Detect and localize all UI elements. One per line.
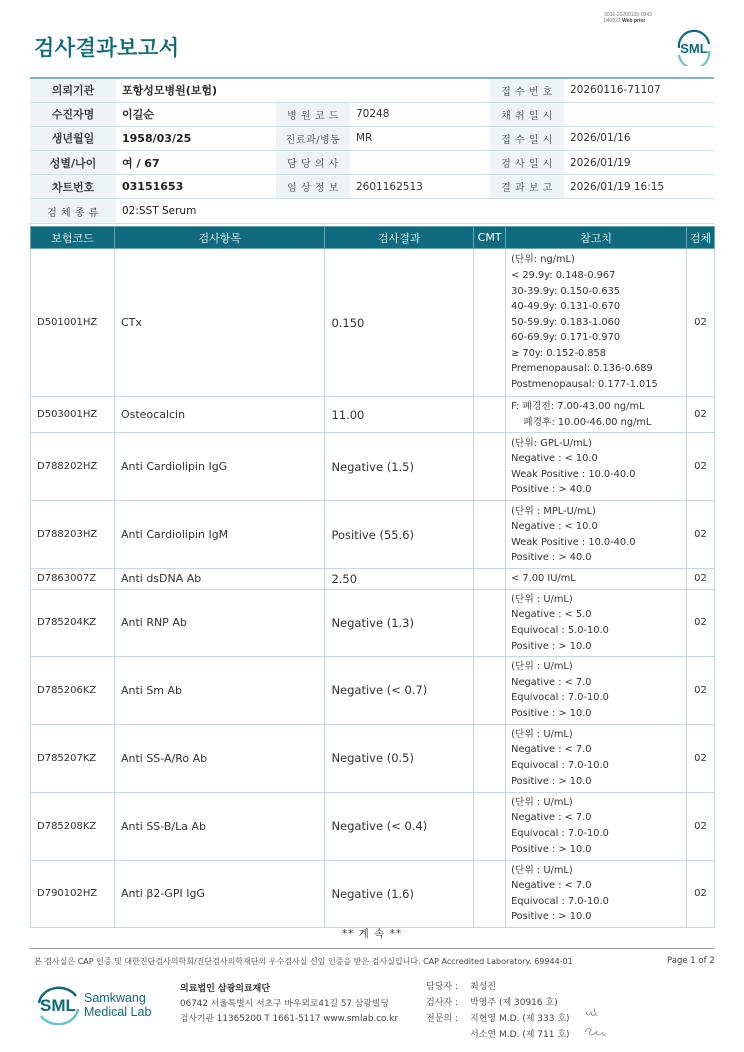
reference-line: 40-49.9y: 0.131-0.670 xyxy=(511,301,621,313)
reference-line: 폐경후: 10.00-46.00 ng/mL xyxy=(523,416,652,428)
test-item-cell: Anti β2-GPI IgG xyxy=(114,860,325,927)
reference-line: Positive : > 10.0 xyxy=(511,707,592,719)
test-result-cell: Negative (1.5) xyxy=(325,433,474,501)
reference-range-cell xyxy=(506,433,687,501)
staff-row: 검사자 : 박영주 (제 30916 호) xyxy=(426,998,558,1008)
reference-line: Premenopausal: 0.136-0.689 xyxy=(511,363,653,375)
referral-value: 포항성모병원(보험) xyxy=(116,78,490,102)
hospital-code-value: 70248 xyxy=(350,102,490,126)
reference-line: Equivocal : 7.0-10.0 xyxy=(511,692,609,704)
logo-text: SML xyxy=(40,996,76,1015)
col-header-item: 검사항목 xyxy=(114,227,325,249)
test-result-cell: 11.00 xyxy=(325,397,474,433)
document-code-line1: 3036-20260120-0843 xyxy=(604,12,652,18)
test-result-cell: 0.150 xyxy=(325,249,474,397)
reference-line: Positive : > 40.0 xyxy=(511,552,592,564)
test-item-cell: Anti SS-B/La Ab xyxy=(114,792,325,860)
insurance-code-cell: D788203HZ xyxy=(31,501,115,569)
reference-line: Negative : < 7.0 xyxy=(511,812,592,824)
accreditation-note: 본 검사실은 CAP 인증 및 대한진단검사의학회/진단검사의학재단의 우수검사실 신임 인증을 받은 검사실입니다. CAP Accredited Laboratory. 69944-01 xyxy=(34,957,573,966)
result-row xyxy=(31,589,715,656)
patient-name-label: 수진자명 xyxy=(30,102,116,126)
test-item-cell: Anti RNP Ab xyxy=(114,589,325,656)
test-item-cell: Anti Cardiolipin IgG xyxy=(114,433,325,501)
reference-line: Positive : > 10.0 xyxy=(511,911,592,923)
reference-line: F: 폐경전: 7.00-43.00 ng/mL xyxy=(511,401,645,412)
specimen-cell: 02 xyxy=(687,657,715,724)
insurance-code-cell: D790102HZ xyxy=(31,860,115,927)
reference-line: (단위 : U/mL) xyxy=(511,661,573,673)
reference-line: (단위 : U/mL) xyxy=(511,864,573,876)
specimen-cell: 02 xyxy=(687,433,715,501)
col-header-result: 검사결과 xyxy=(325,227,474,249)
clinical-info-value: 2601162513 xyxy=(350,175,490,199)
reference-line: 50-59.9y: 0.183-1.060 xyxy=(511,316,621,328)
insurance-code-cell: D785208KZ xyxy=(31,792,115,860)
result-row xyxy=(31,657,715,724)
test-date-value: 2026/01/19 xyxy=(564,151,714,175)
test-result-cell: Negative (< 0.7) xyxy=(325,657,474,724)
footer-logo xyxy=(36,983,166,1029)
test-item-cell: Anti Cardiolipin IgM xyxy=(114,501,325,569)
result-row xyxy=(31,724,715,792)
reference-line: Positive : > 10.0 xyxy=(511,775,592,787)
reference-range-cell xyxy=(506,792,687,860)
reference-line: Negative : < 7.0 xyxy=(511,744,592,756)
reference-range-cell xyxy=(506,589,687,656)
clinical-info-label: 임 상 정 보 xyxy=(276,175,350,199)
organization-name: 의료법인 삼광의료재단 xyxy=(180,984,271,994)
reference-line: Negative : < 10.0 xyxy=(511,521,598,533)
receipt-number-label: 접 수 번 호 xyxy=(490,78,564,102)
physician-label: 담 당 의 사 xyxy=(276,151,350,175)
reference-line: Negative : < 10.0 xyxy=(511,453,598,465)
patient-info-row xyxy=(30,126,714,150)
svg-text:SML: SML xyxy=(680,41,708,56)
reference-line: Equivocal : 7.0-10.0 xyxy=(511,828,609,840)
result-row xyxy=(31,433,715,501)
report-date-label: 결 과 보 고 xyxy=(490,175,564,199)
organization-address: 06742 서울특별시 서초구 바우뫼로41길 57 삼광빌딩 xyxy=(180,999,389,1009)
reference-line: Positive : > 40.0 xyxy=(511,484,592,496)
specimen-type-value: 02:SST Serum xyxy=(116,199,714,223)
comment-cell xyxy=(474,724,506,792)
staff-list xyxy=(426,979,570,1043)
comment-cell xyxy=(474,433,506,501)
receipt-date-value: 2026/01/16 xyxy=(564,126,714,150)
comment-cell xyxy=(474,657,506,724)
test-result-cell: Negative (< 0.4) xyxy=(325,792,474,860)
patient-info-row xyxy=(30,199,714,223)
insurance-code-cell: D7863007Z xyxy=(31,569,115,590)
result-row xyxy=(31,501,715,569)
receipt-date-label: 접 수 일 시 xyxy=(490,126,564,150)
reference-range-cell xyxy=(506,249,687,397)
handwritten-signature xyxy=(582,1004,612,1040)
reference-line: Weak Positive : 10.0-40.0 xyxy=(511,536,636,548)
comment-cell xyxy=(474,397,506,433)
reference-line: (단위: ng/mL) xyxy=(511,254,575,266)
specimen-cell: 02 xyxy=(687,724,715,792)
insurance-code-cell: D785206KZ xyxy=(31,657,115,724)
reference-line: Weak Positive : 10.0-40.0 xyxy=(511,468,636,480)
comment-cell xyxy=(474,501,506,569)
reference-range-cell xyxy=(506,501,687,569)
reference-line: (단위 : U/mL) xyxy=(511,796,573,808)
comment-cell xyxy=(474,569,506,590)
patient-info-row xyxy=(30,78,714,102)
comment-cell xyxy=(474,860,506,927)
col-header-ref: 참고치 xyxy=(506,227,687,249)
specimen-cell: 02 xyxy=(687,792,715,860)
hospital-code-label: 병 원 코 드 xyxy=(276,102,350,126)
reference-line: Equivocal : 5.0-10.0 xyxy=(511,624,609,636)
reference-line: Postmenopausal: 0.177-1.015 xyxy=(511,379,658,391)
insurance-code-cell: D503001HZ xyxy=(31,397,115,433)
report-date-value: 2026/01/19 16:15 xyxy=(564,175,714,199)
specimen-cell: 02 xyxy=(687,589,715,656)
test-item-cell: CTx xyxy=(114,249,325,397)
staff-row: 전문의 : 지현영 M.D. (제 333 호) xyxy=(426,1014,570,1024)
reference-range-cell xyxy=(506,657,687,724)
reference-range-cell xyxy=(506,397,687,433)
patient-info-row xyxy=(30,175,714,199)
reference-line: < 29.9y: 0.148-0.967 xyxy=(511,269,616,281)
staff-row: 담당자 : 최성진 xyxy=(426,982,497,992)
specimen-type-label: 검 체 종 류 xyxy=(30,199,116,223)
patient-info-row xyxy=(30,151,714,175)
specimen-cell: 02 xyxy=(687,569,715,590)
test-result-cell: Positive (55.6) xyxy=(325,501,474,569)
test-result-cell: Negative (1.6) xyxy=(325,860,474,927)
test-result-cell: Negative (1.3) xyxy=(325,589,474,656)
physician-value xyxy=(350,151,490,175)
patient-info-row xyxy=(30,102,714,126)
specimen-cell: 02 xyxy=(687,249,715,397)
reference-line: ≥ 70y: 0.152-0.858 xyxy=(511,347,607,359)
sex-age-value: 여 / 67 xyxy=(116,151,276,175)
brand-name-line2: Medical Lab xyxy=(84,1005,152,1019)
test-date-label: 검 사 일 시 xyxy=(490,151,564,175)
document-code xyxy=(604,12,652,24)
insurance-code-cell: D788202HZ xyxy=(31,433,115,501)
reference-line: Positive : > 10.0 xyxy=(511,640,592,652)
reference-line: Equivocal : 7.0-10.0 xyxy=(511,760,609,772)
referral-label: 의뢰기관 xyxy=(30,78,116,102)
staff-row: 서소연 M.D. (제 711 호) xyxy=(470,1030,570,1040)
patient-name-value: 이길순 xyxy=(116,102,276,126)
test-item-cell: Osteocalcin xyxy=(114,397,325,433)
test-item-cell: Anti dsDNA Ab xyxy=(114,569,325,590)
reference-line: < 7.00 IU/mL xyxy=(511,573,576,585)
specimen-cell: 02 xyxy=(687,860,715,927)
reference-line: Negative : < 7.0 xyxy=(511,676,592,688)
sml-brand-icon xyxy=(36,983,166,1025)
test-item-cell: Anti Sm Ab xyxy=(114,657,325,724)
department-value: MR xyxy=(350,126,490,150)
chart-number-value: 03151653 xyxy=(116,175,276,199)
specimen-cell: 02 xyxy=(687,397,715,433)
result-row xyxy=(31,792,715,860)
insurance-code-cell: D785207KZ xyxy=(31,724,115,792)
sml-logo-icon xyxy=(674,26,714,66)
page-title: 검사결과보고서 xyxy=(34,36,180,60)
reference-line: Negative : < 7.0 xyxy=(511,880,592,892)
sex-age-label: 성별/나이 xyxy=(30,151,116,175)
result-row xyxy=(31,569,715,590)
comment-cell xyxy=(474,589,506,656)
organization-contact: 검사기관 11365200 T 1661-5117 www.smlab.co.kr xyxy=(180,1014,398,1024)
result-row xyxy=(31,249,715,397)
reference-line: (단위: GPL-U/mL) xyxy=(511,437,592,449)
continue-marker: ** 계 속 ** xyxy=(341,928,403,940)
reference-line: (단위 : U/mL) xyxy=(511,728,573,740)
col-header-spec: 검체 xyxy=(687,227,715,249)
reference-line: 30-39.9y: 0.150-0.635 xyxy=(511,285,621,297)
chart-number-label: 차트번호 xyxy=(30,175,116,199)
result-row xyxy=(31,397,715,433)
results-body xyxy=(31,249,715,928)
reference-line: (단위 : U/mL) xyxy=(511,593,573,605)
footer-divider xyxy=(30,948,714,949)
results-header-row xyxy=(31,227,715,249)
col-header-cmt: CMT xyxy=(474,227,506,249)
department-label: 진료과/병동 xyxy=(276,126,350,150)
comment-cell xyxy=(474,792,506,860)
receipt-number-value: 20260116-71107 xyxy=(564,78,714,102)
results-table xyxy=(30,226,715,928)
result-row xyxy=(31,860,715,927)
birthdate-label: 생년월일 xyxy=(30,126,116,150)
test-item-cell: Anti SS-A/Ro Ab xyxy=(114,724,325,792)
reference-range-cell xyxy=(506,569,687,590)
reference-line: 60-69.9y: 0.171-0.970 xyxy=(511,332,621,344)
reference-range-cell xyxy=(506,860,687,927)
birthdate-value: 1958/03/25 xyxy=(116,126,276,150)
specimen-cell: 02 xyxy=(687,501,715,569)
collection-date-value xyxy=(564,102,714,126)
reference-line: Positive : > 10.0 xyxy=(511,843,592,855)
reference-line: Negative : < 5.0 xyxy=(511,609,592,621)
insurance-code-cell: D785204KZ xyxy=(31,589,115,656)
brand-name-line1: Samkwang xyxy=(84,991,146,1005)
patient-info-table xyxy=(30,77,714,224)
collection-date-label: 채 취 일 시 xyxy=(490,102,564,126)
page-number: Page 1 of 2 xyxy=(667,956,715,966)
reference-range-cell xyxy=(506,724,687,792)
test-result-cell: 2.50 xyxy=(325,569,474,590)
insurance-code-cell: D501001HZ xyxy=(31,249,115,397)
reference-line: Equivocal : 7.0-10.0 xyxy=(511,895,609,907)
col-header-code: 보험코드 xyxy=(31,227,115,249)
reference-line: (단위 : MPL-U/mL) xyxy=(511,505,596,517)
test-result-cell: Negative (0.5) xyxy=(325,724,474,792)
comment-cell xyxy=(474,249,506,397)
document-code-line2: 040822 Web print xyxy=(604,18,646,24)
